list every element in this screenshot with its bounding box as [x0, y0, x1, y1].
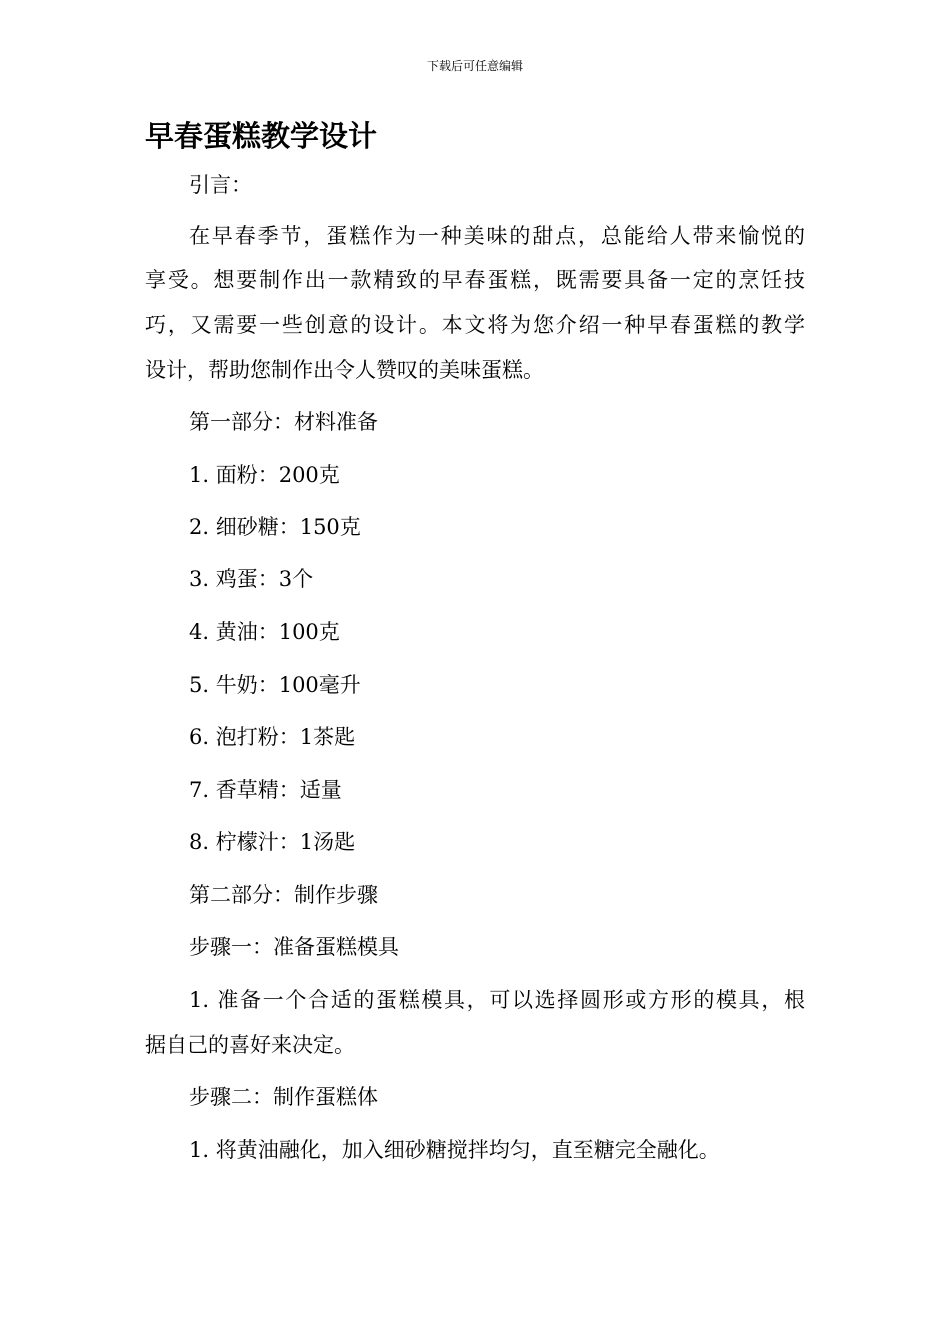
header-note: 下载后可任意编辑: [426, 59, 523, 73]
intro-line: 设计，帮助您制作出令人赞叹的美味蛋糕。: [145, 358, 544, 382]
ingredient-item: 2. 细砂糖：150克: [189, 515, 361, 539]
step2-heading: 步骤二：制作蛋糕体: [189, 1085, 378, 1109]
ingredient-item: 7. 香草精：适量: [189, 778, 342, 802]
step1-line: 据自己的喜好来决定。: [145, 1033, 355, 1057]
ingredient-item: 1. 面粉：200克: [189, 463, 340, 487]
intro-line: 巧，又需要一些创意的设计。本文将为您介绍一种早春蛋糕的教学: [145, 313, 805, 337]
intro-heading: 引言：: [189, 173, 252, 197]
document-title: 早春蛋糕教学设计: [145, 119, 378, 153]
ingredient-item: 3. 鸡蛋：3个: [189, 567, 314, 591]
ingredient-item: 5. 牛奶：100毫升: [189, 673, 361, 697]
intro-line: 享受。想要制作出一款精致的早春蛋糕，既需要具备一定的烹饪技: [145, 268, 805, 292]
intro-line: 在早春季节，蛋糕作为一种美味的甜点，总能给人带来愉悦的: [189, 224, 805, 248]
part2-heading: 第二部分：制作步骤: [189, 883, 378, 907]
ingredient-item: 4. 黄油：100克: [189, 620, 340, 644]
part1-heading: 第一部分：材料准备: [189, 410, 378, 434]
step2-line: 1. 将黄油融化，加入细砂糖搅拌均匀，直至糖完全融化。: [189, 1138, 720, 1162]
step1-heading: 步骤一：准备蛋糕模具: [189, 935, 399, 959]
ingredient-item: 8. 柠檬汁：1汤匙: [189, 830, 356, 854]
ingredient-item: 6. 泡打粉：1茶匙: [189, 725, 356, 749]
step1-line: 1. 准备一个合适的蛋糕模具，可以选择圆形或方形的模具，根: [189, 988, 805, 1012]
